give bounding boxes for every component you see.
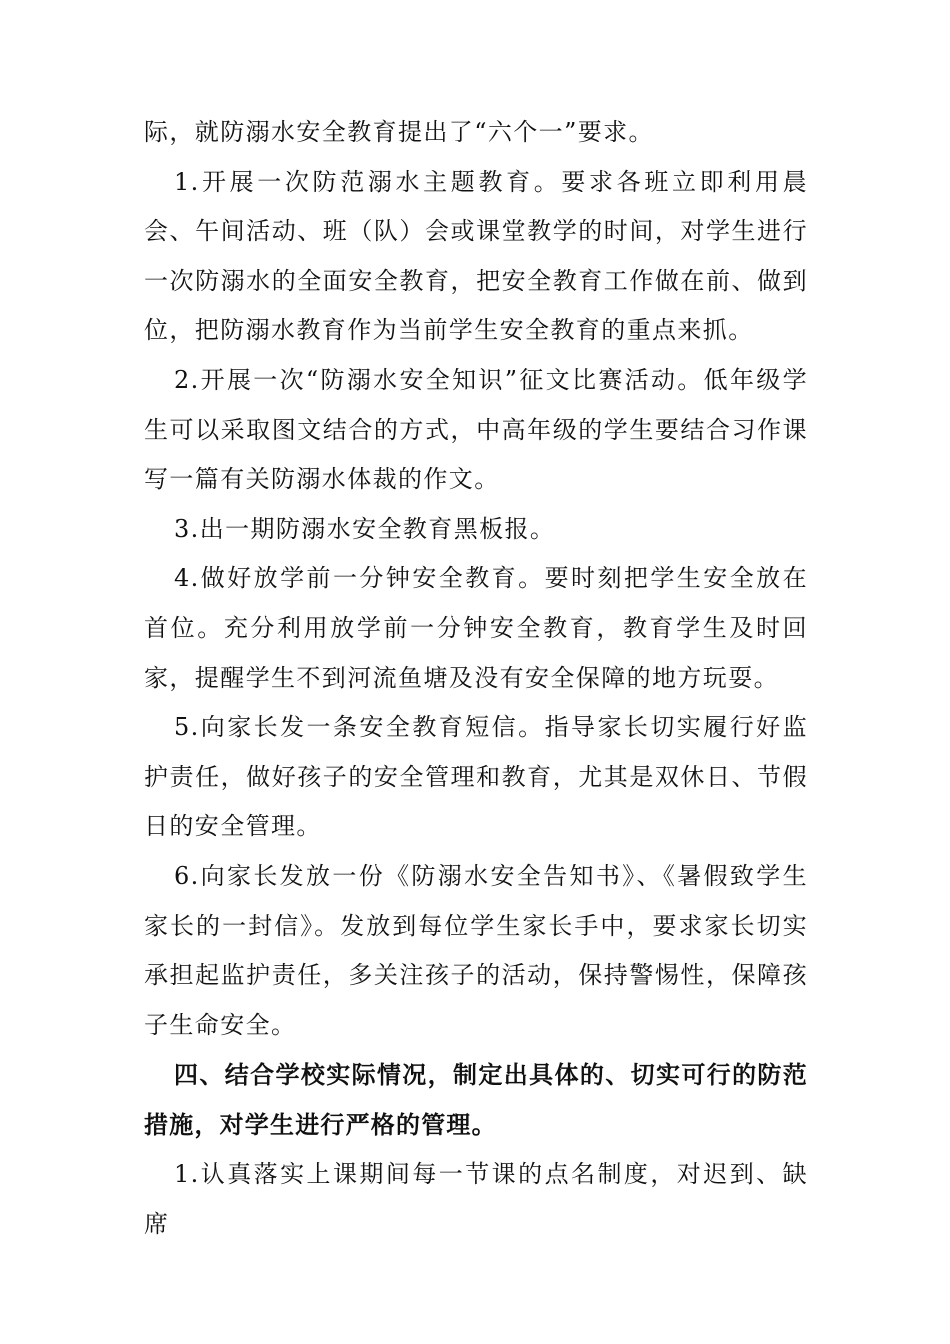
- paragraph-item-5: 5.向家长发一条安全教育短信。指导家长切实履行好监护责任，做好孩子的安全管理和教育，尤其是双休日、节假日的安全管理。: [144, 713, 808, 841]
- paragraph-item-1: 1.开展一次防范溺水主题教育。要求各班立即利用晨会、午间活动、班（队）会或课堂教学的时间，对学生进行一次防溺水的全面安全教育，把安全教育工作做在前、做到位，把防溺水教育作为当前学生安全教育的重点来抓。: [144, 167, 808, 345]
- paragraph-continuation: 际，就防溺水安全教育提出了“六个一”要求。: [144, 118, 654, 146]
- section-heading: 四、结合学校实际情况，制定出具体的、切实可行的防范措施，对学生进行严格的管理。: [144, 1061, 808, 1140]
- document-body: [144, 108, 808, 1249]
- paragraph-item-4: 4.做好放学前一分钟安全教育。要时刻把学生安全放在首位。充分利用放学前一分钟安全教育，教育学生及时回家，提醒学生不到河流鱼塘及没有安全保障的地方玩耍。: [144, 564, 808, 692]
- paragraph-item-6: 6.向家长发放一份《防溺水安全告知书》、《暑假致学生家长的一封信》。发放到每位学生家长手中，要求家长切实承担起监护责任，多关注孩子的活动，保持警惕性，保障孩子生命安全。: [144, 861, 808, 1039]
- paragraph-item-2: 2.开展一次“防溺水安全知识”征文比赛活动。低年级学生可以采取图文结合的方式，中高年级的学生要结合习作课写一篇有关防溺水体裁的作文。: [144, 365, 808, 494]
- paragraph-section-item-1: 1.认真落实上课期间每一节课的点名制度，对迟到、缺席: [144, 1160, 808, 1238]
- paragraph-item-3: 3.出一期防溺水安全教育黑板报。: [174, 514, 556, 543]
